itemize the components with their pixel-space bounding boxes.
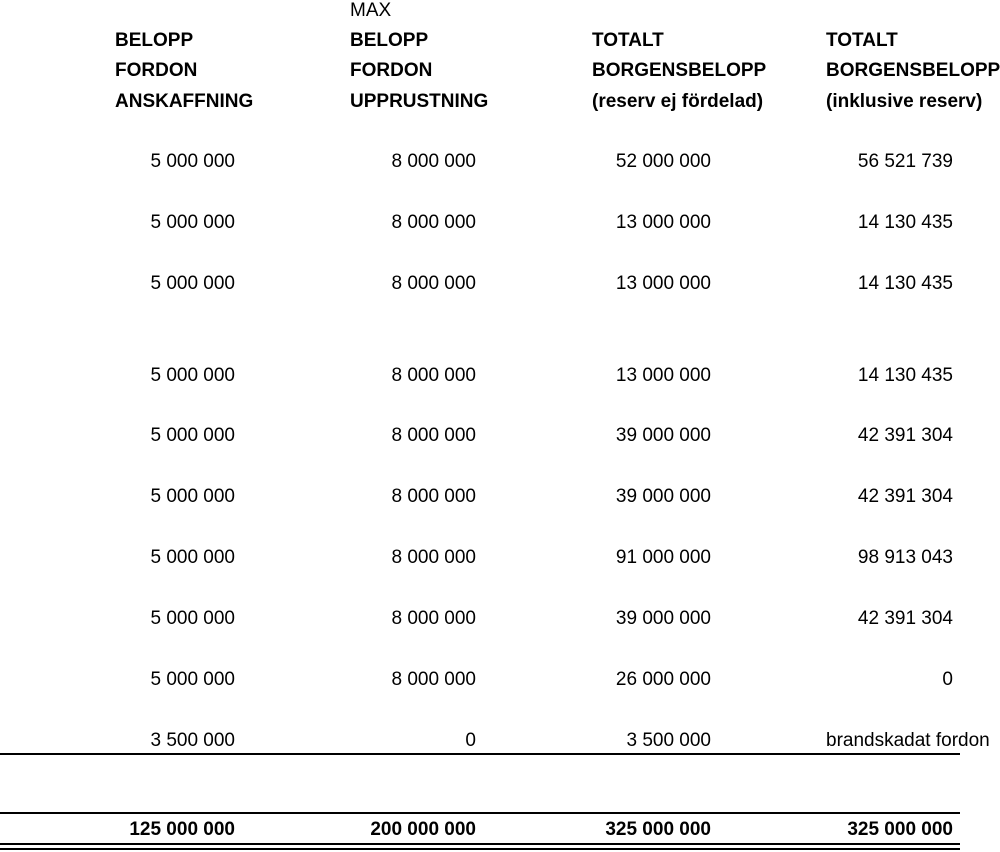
header-col3-line2: TOTALT <box>592 30 664 51</box>
cell-fordon-upprustning: 8 000 000 <box>391 486 476 507</box>
cell-fordon-anskaffning: 5 000 000 <box>150 547 235 568</box>
cell-fordon-anskaffning: 5 000 000 <box>150 669 235 690</box>
header-col1-line3: FORDON <box>115 60 198 81</box>
cell-fordon-upprustning: 8 000 000 <box>391 669 476 690</box>
cell-borgensbelopp-inkl-reserv: 98 913 043 <box>857 547 953 568</box>
totals-double-underline-2 <box>0 848 960 850</box>
cell-borgensbelopp-inkl-reserv: 42 391 304 <box>857 608 953 629</box>
cell-fordon-anskaffning: 5 000 000 <box>150 151 235 172</box>
cell-borgensbelopp-ej-fordelad: 13 000 000 <box>615 273 711 294</box>
cell-fordon-upprustning: 0 <box>465 730 476 751</box>
header-col2-line3: FORDON <box>350 60 433 81</box>
header-col2-line2: BELOPP <box>350 30 429 51</box>
cell-fordon-upprustning: 8 000 000 <box>391 151 476 172</box>
cell-borgensbelopp-ej-fordelad: 26 000 000 <box>615 669 711 690</box>
header-col1-line2: BELOPP <box>115 30 194 51</box>
header-col4-line4: (inklusive reserv) <box>826 91 983 112</box>
cell-fordon-upprustning: 8 000 000 <box>391 547 476 568</box>
header-col1-line4: ANSKAFFNING <box>115 91 254 112</box>
cell-fordon-anskaffning: 5 000 000 <box>150 273 235 294</box>
cell-borgensbelopp-ej-fordelad: 3 500 000 <box>626 730 711 751</box>
cell-borgensbelopp-inkl-reserv: 42 391 304 <box>857 486 953 507</box>
header-col3-line3: BORGENSBELOPP <box>592 60 767 81</box>
cell-borgensbelopp-ej-fordelad: 39 000 000 <box>615 486 711 507</box>
cell-borgensbelopp-ej-fordelad: 39 000 000 <box>615 608 711 629</box>
total-borgensbelopp-ej-fordelad: 325 000 000 <box>605 819 711 840</box>
cell-fordon-upprustning: 8 000 000 <box>391 212 476 233</box>
totals-top-line <box>0 812 960 814</box>
cell-fordon-upprustning: 8 000 000 <box>391 608 476 629</box>
cell-borgensbelopp-inkl-reserv: 14 130 435 <box>857 365 953 386</box>
cell-fordon-anskaffning: 5 000 000 <box>150 425 235 446</box>
cell-borgensbelopp-inkl-reserv: 0 <box>942 669 953 690</box>
cell-borgensbelopp-ej-fordelad: 52 000 000 <box>615 151 711 172</box>
cell-fordon-anskaffning: 5 000 000 <box>150 608 235 629</box>
cell-borgensbelopp-inkl-reserv: 14 130 435 <box>857 212 953 233</box>
header-col2-line1: MAX <box>350 0 392 21</box>
cell-borgensbelopp-ej-fordelad: 39 000 000 <box>615 425 711 446</box>
cell-borgensbelopp-inkl-reserv: 14 130 435 <box>857 273 953 294</box>
totals-double-underline-1 <box>0 843 960 845</box>
header-col3-line4: (reserv ej fördelad) <box>592 91 764 112</box>
cell-fordon-upprustning: 8 000 000 <box>391 273 476 294</box>
total-borgensbelopp-inkl-reserv: 325 000 000 <box>847 819 953 840</box>
cell-borgensbelopp-ej-fordelad: 13 000 000 <box>615 212 711 233</box>
cell-fordon-anskaffning: 5 000 000 <box>150 365 235 386</box>
cell-borgensbelopp-inkl-reserv: 42 391 304 <box>857 425 953 446</box>
total-fordon-upprustning: 200 000 000 <box>370 819 476 840</box>
cell-borgensbelopp-ej-fordelad: 13 000 000 <box>615 365 711 386</box>
cell-borgensbelopp-inkl-reserv: 56 521 739 <box>857 151 953 172</box>
cell-borgensbelopp-inkl-reserv: brandskadat fordon <box>826 730 990 751</box>
cell-fordon-anskaffning: 3 500 000 <box>150 730 235 751</box>
cell-fordon-upprustning: 8 000 000 <box>391 365 476 386</box>
cell-fordon-anskaffning: 5 000 000 <box>150 212 235 233</box>
header-col4-line3: BORGENSBELOPP <box>826 60 1000 81</box>
cell-fordon-upprustning: 8 000 000 <box>391 425 476 446</box>
cell-borgensbelopp-ej-fordelad: 91 000 000 <box>615 547 711 568</box>
cell-fordon-anskaffning: 5 000 000 <box>150 486 235 507</box>
total-fordon-anskaffning: 125 000 000 <box>129 819 235 840</box>
row-divider-line <box>0 753 960 755</box>
header-col2-line4: UPPRUSTNING <box>350 91 489 112</box>
header-col4-line2: TOTALT <box>826 30 898 51</box>
